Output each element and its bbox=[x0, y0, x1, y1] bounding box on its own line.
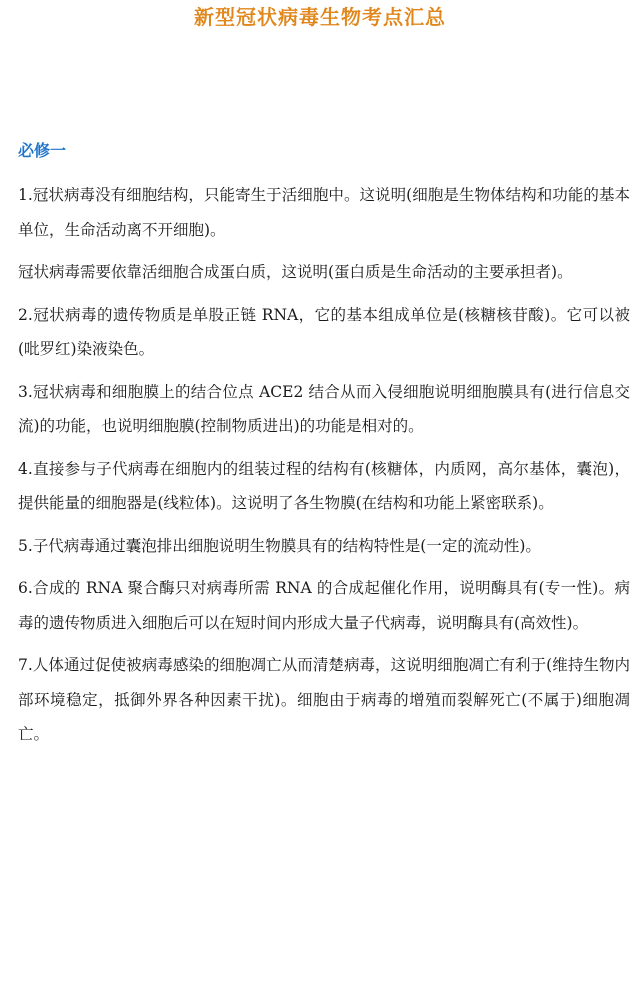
content-body bbox=[18, 178, 630, 760]
paragraph-1: 1.冠状病毒没有细胞结构，只能寄生于活细胞中。这说明(细胞是生物体结构和功能的基本单位，生命活动离不开细胞)。 bbox=[18, 186, 630, 239]
paragraph-1-continued: 冠状病毒需要依靠活细胞合成蛋白质，这说明(蛋白质是生命活动的主要承担者)。 bbox=[18, 263, 573, 281]
paragraph-4: 4.直接参与子代病毒在细胞内的组装过程的结构有(核糖体，内质网，高尔基体，囊泡)，提供能量的细胞器是(线粒体)。这说明了各生物膜(在结构和功能上紧密联系)。 bbox=[18, 459, 630, 512]
paragraph-2: 2.冠状病毒的遗传物质是单股正链 RNA，它的基本组成单位是(核糖核苷酸)。它可以被(吡罗红)染液染色。 bbox=[18, 305, 630, 358]
paragraph-7: 7.人体通过促使被病毒感染的细胞凋亡从而清楚病毒，这说明细胞凋亡有利于(维持生物内部环境稳定，抵御外界各种因素干扰)。细胞由于病毒的增殖而裂解死亡(不属于)细胞凋亡。 bbox=[18, 656, 630, 743]
paragraph-6: 6.合成的 RNA 聚合酶只对病毒所需 RNA 的合成起催化作用，说明酶具有(专一性)。病毒的遗传物质进入细胞后可以在短时间内形成大量子代病毒，说明酶具有(高效性)。 bbox=[18, 579, 630, 632]
paragraph-3: 3.冠状病毒和细胞膜上的结合位点 ACE2 结合从而入侵细胞说明细胞膜具有(进行信息交流)的功能，也说明细胞膜(控制物质进出)的功能是相对的。 bbox=[18, 382, 630, 435]
page-title: 新型冠状病毒生物考点汇总 bbox=[194, 5, 446, 29]
paragraph-5: 5.子代病毒通过囊泡排出细胞说明生物膜具有的结构特性是(一定的流动性)。 bbox=[18, 536, 541, 555]
section-heading: 必修一 bbox=[18, 141, 67, 160]
